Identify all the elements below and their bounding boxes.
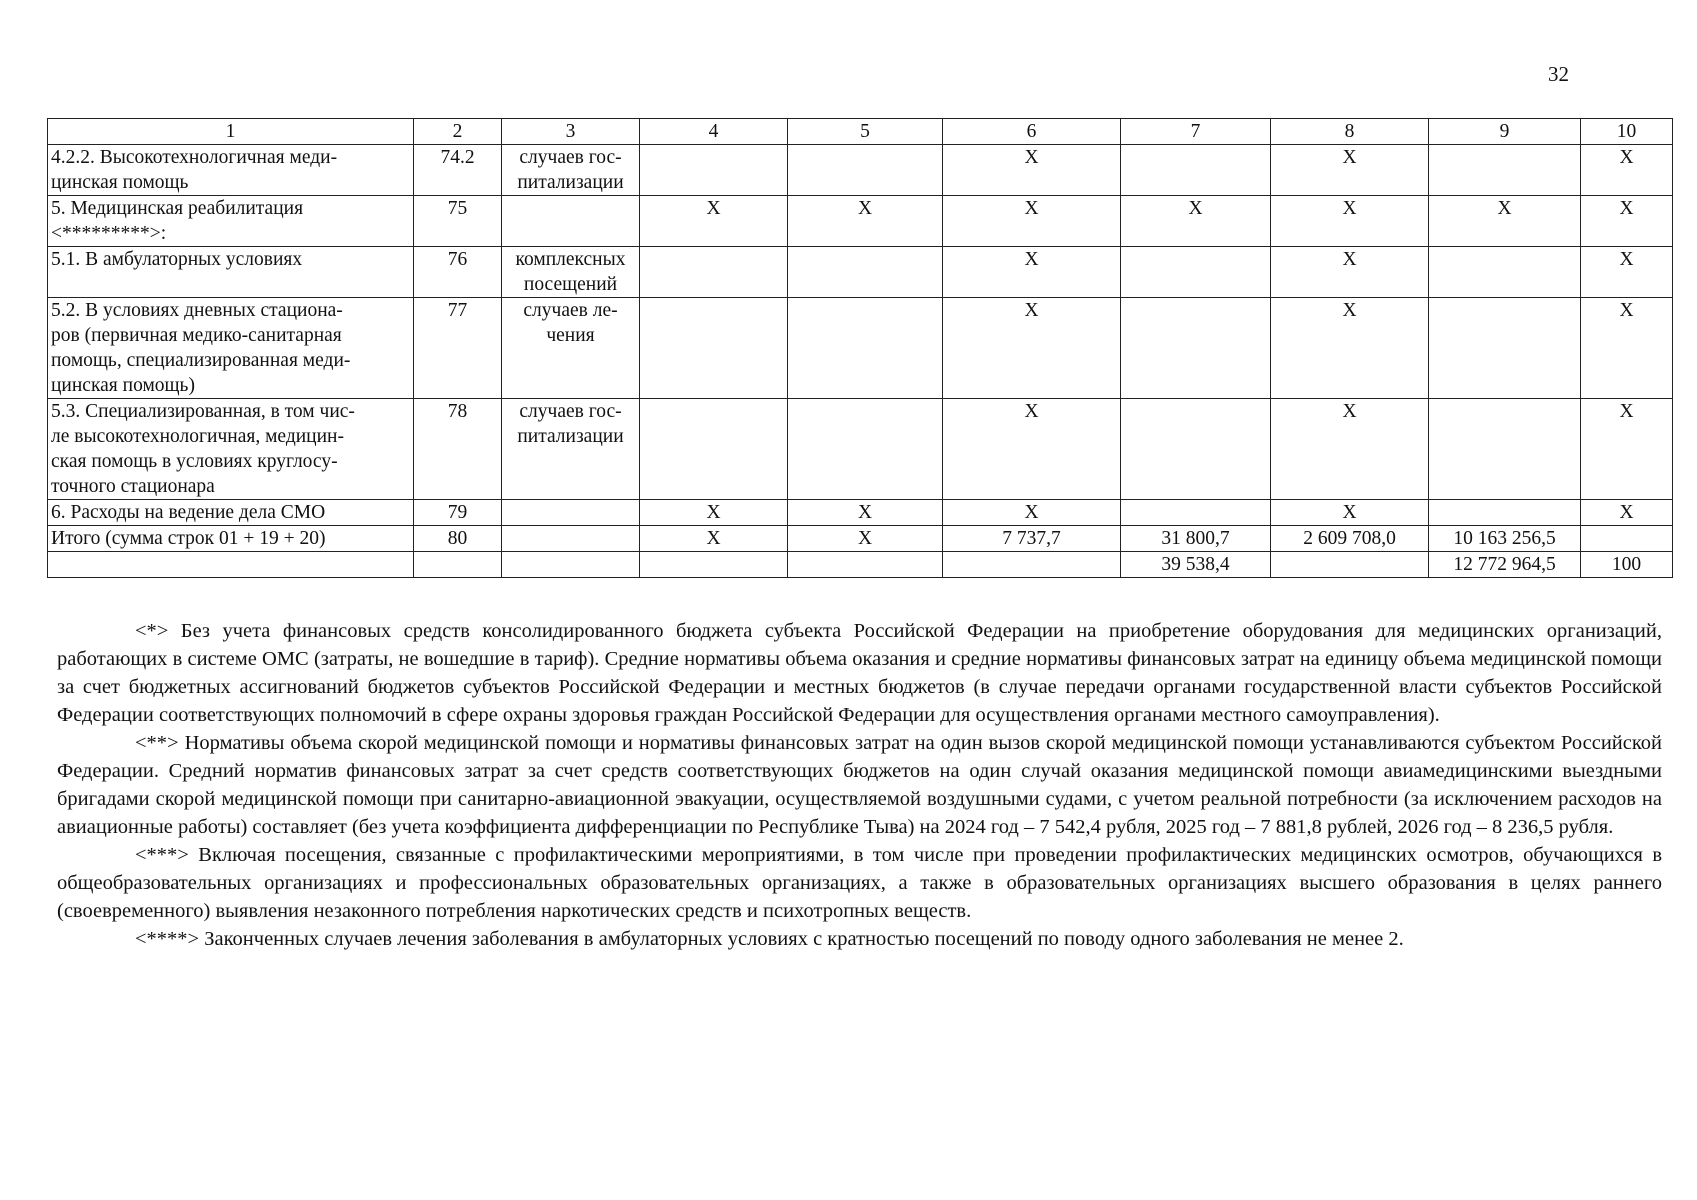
table-row: [48, 247, 1673, 298]
row-label-cell: 5.2. В условиях дневных стациона- ров (первичная медико-санитарная помощь, специализированная меди- цинская помощь): [48, 298, 414, 399]
table-cell: 80: [414, 526, 502, 552]
table-cell: [788, 552, 943, 578]
row-label-cell: 6. Расходы на ведение дела СМО: [48, 500, 414, 526]
table-cell: X: [1581, 399, 1673, 500]
table-cell: [1271, 552, 1429, 578]
table-cell: 31 800,7: [1121, 526, 1271, 552]
table-cell: X: [943, 500, 1121, 526]
table-row: [48, 500, 1673, 526]
table-cell: X: [1271, 399, 1429, 500]
table-cell: [1121, 247, 1271, 298]
table-cell: X: [788, 526, 943, 552]
table-cell: 77: [414, 298, 502, 399]
footnote: <***> Включая посещения, связанные с профилактическими мероприятиями, в том числе при проведении профилактических медицинских осмотров, обучающихся в общеобразовательных организациях и профессиональных образовательных организациях, а также в образовательных организациях высшего образования в целях раннего (своевременного) выявления незаконного потребления наркотических средств и психотропных веществ.: [57, 844, 1662, 922]
table-cell: [414, 552, 502, 578]
table-cell: [1429, 399, 1581, 500]
table-cell: 39 538,4: [1121, 552, 1271, 578]
table-cell: [1121, 500, 1271, 526]
row-label-cell: 5. Медицинская реабилитация <*********>:: [48, 196, 414, 247]
table-cell: X: [1271, 298, 1429, 399]
table-cell: 75: [414, 196, 502, 247]
footnote: <****> Законченных случаев лечения заболевания в амбулаторных условиях с кратностью посещений по поводу одного заболевания не менее 2.: [135, 928, 1404, 950]
table-cell: X: [640, 526, 788, 552]
table-cell: [502, 552, 640, 578]
table-cell: 2 609 708,0: [1271, 526, 1429, 552]
table-cell: [1121, 298, 1271, 399]
column-header: 1: [48, 119, 414, 145]
table-cell: 76: [414, 247, 502, 298]
column-header: 6: [943, 119, 1121, 145]
column-header: 9: [1429, 119, 1581, 145]
financing-table: [47, 118, 1673, 578]
table-cell: X: [943, 145, 1121, 196]
table-cell: 7 737,7: [943, 526, 1121, 552]
table-cell: [1429, 500, 1581, 526]
table-cell: [640, 552, 788, 578]
table-cell: 78: [414, 399, 502, 500]
table-cell: [640, 399, 788, 500]
table-cell: 79: [414, 500, 502, 526]
table-cell: X: [640, 500, 788, 526]
table-cell: [943, 552, 1121, 578]
table-body: [48, 145, 1673, 578]
table-cell: 100: [1581, 552, 1673, 578]
table-cell: 10 163 256,5: [1429, 526, 1581, 552]
table-cell: X: [943, 399, 1121, 500]
table-cell: X: [1581, 196, 1673, 247]
table-cell: X: [788, 196, 943, 247]
table-cell: случаев ле- чения: [502, 298, 640, 399]
table-cell: X: [640, 196, 788, 247]
table-cell: [1429, 145, 1581, 196]
table-cell: X: [1429, 196, 1581, 247]
table-cell: 12 772 964,5: [1429, 552, 1581, 578]
table-cell: [640, 145, 788, 196]
table-cell: [1429, 298, 1581, 399]
table-cell: [640, 298, 788, 399]
table-cell: X: [943, 196, 1121, 247]
column-header: 4: [640, 119, 788, 145]
table-cell: X: [1581, 500, 1673, 526]
table-cell: [788, 298, 943, 399]
table-cell: [1121, 399, 1271, 500]
column-header: 10: [1581, 119, 1673, 145]
row-label-cell: 5.3. Специализированная, в том чис- ле высокотехнологичная, медицин- ская помощь в условиях круглосу- точного стационара: [48, 399, 414, 500]
column-header: 5: [788, 119, 943, 145]
table-cell: X: [1121, 196, 1271, 247]
table-row: [48, 399, 1673, 500]
table-cell: X: [943, 247, 1121, 298]
page-number: 32: [1548, 62, 1569, 86]
row-label-cell: [48, 552, 414, 578]
table-cell: [1581, 526, 1673, 552]
table-cell: [640, 247, 788, 298]
table-row: [48, 552, 1673, 578]
table-cell: X: [1271, 196, 1429, 247]
column-header: 2: [414, 119, 502, 145]
row-label-cell: 4.2.2. Высокотехнологичная меди- цинская помощь: [48, 145, 414, 196]
table-cell: случаев гос- питализации: [502, 399, 640, 500]
table-cell: X: [788, 500, 943, 526]
table-cell: X: [1271, 145, 1429, 196]
table-cell: комплексных посещений: [502, 247, 640, 298]
row-label-cell: Итого (сумма строк 01 + 19 + 20): [48, 526, 414, 552]
table-cell: [502, 196, 640, 247]
table-header-row: [48, 119, 1673, 145]
table-row: [48, 298, 1673, 399]
table-cell: X: [1581, 247, 1673, 298]
table-cell: [788, 399, 943, 500]
table-cell: [788, 145, 943, 196]
column-header: 7: [1121, 119, 1271, 145]
table-cell: 74.2: [414, 145, 502, 196]
table-cell: X: [1271, 500, 1429, 526]
table-cell: [1121, 145, 1271, 196]
table-cell: случаев гос- питализации: [502, 145, 640, 196]
table-cell: [788, 247, 943, 298]
table-row: [48, 526, 1673, 552]
column-header: 8: [1271, 119, 1429, 145]
row-label-cell: 5.1. В амбулаторных условиях: [48, 247, 414, 298]
table-cell: X: [1581, 298, 1673, 399]
footnote: <**> Нормативы объема скорой медицинской помощи и нормативы финансовых затрат на один вызов скорой медицинской помощи устанавливаются субъектом Российской Федерации. Средний норматив финансовых затрат за счет средств соответствующих бюджетов на один случай оказания медицинской помощи авиамедицинскими выездными бригадами скорой медицинской помощи при санитарно-авиационной эвакуации, осуществляемой воздушными судами, с учетом реальной потребности (за исключением расходов на авиационные работы) составляет (без учета коэффициента дифференциации по Республике Тыва) на 2024 год – 7 542,4 рубля, 2025 год – 7 881,8 рублей, 2026 год – 8 236,5 рубля.: [57, 732, 1662, 838]
table-cell: [502, 526, 640, 552]
table-cell: [502, 500, 640, 526]
footnotes: [57, 617, 1662, 953]
table-cell: X: [1271, 247, 1429, 298]
table-cell: X: [943, 298, 1121, 399]
footnote: <*> Без учета финансовых средств консолидированного бюджета субъекта Российской Федерации на приобретение оборудования для медицинских организаций, работающих в системе ОМС (затраты, не вошедшие в тариф). Средние нормативы объема оказания и средние нормативы финансовых затрат на единицу объема медицинской помощи за счет бюджетных ассигнований бюджетов субъектов Российской Федерации и местных бюджетов (в случае передачи органами государственной власти субъектов Российской Федерации соответствующих полномочий в сфере охраны здоровья граждан Российской Федерации для осуществления органами местного самоуправления).: [57, 620, 1662, 726]
column-header: 3: [502, 119, 640, 145]
table-row: [48, 145, 1673, 196]
table-row: [48, 196, 1673, 247]
table-cell: X: [1581, 145, 1673, 196]
table-cell: [1429, 247, 1581, 298]
